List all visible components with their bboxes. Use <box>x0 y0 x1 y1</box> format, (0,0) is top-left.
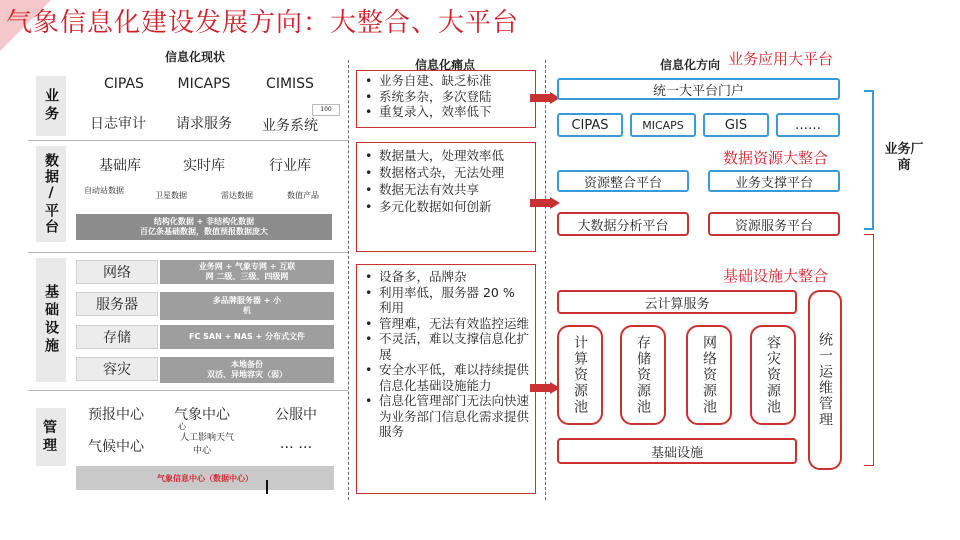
arrow-right-icon <box>530 92 560 104</box>
status-cell: 日志审计 <box>90 116 146 132</box>
status-cell: … … <box>279 436 313 452</box>
arrow-right-icon <box>530 197 560 209</box>
infra-desc: FC SAN + NAS + 分布式文件 <box>160 325 334 349</box>
status-cell: 卫星数据 <box>155 191 187 200</box>
column-header-status: 信息化现状 <box>164 50 225 64</box>
ops-management-box: 统一运维管理 <box>808 290 842 470</box>
data-platform-box: 资源整合平台 <box>557 170 689 192</box>
status-cell: 自动站数据 <box>84 186 124 195</box>
resource-pool-box: 容灾资源池 <box>750 325 796 425</box>
status-badge: 100 <box>312 104 340 116</box>
app-box: GIS <box>703 113 769 137</box>
pain-item: • 重复录入，效率低下 <box>365 104 529 120</box>
infra-desc: 业务网 + 气象专网 + 互联 网 二级、三级、四级网 <box>160 260 334 284</box>
infra-item-network: 网络 <box>76 260 158 284</box>
infra-desc: 本地备份 双活、异地容灾（弱） <box>160 357 334 383</box>
page-title: 气象信息化建设发展方向：大整合、大平台 <box>6 8 520 38</box>
status-cell: CIPAS <box>104 76 144 92</box>
resource-pool-box: 计算资源池 <box>557 325 603 425</box>
row-label-business: 业务 <box>36 76 66 136</box>
resource-pool-box: 网络资源池 <box>686 325 732 425</box>
info-center-bar: 气象信息中心（数据中心） <box>76 466 334 490</box>
row-divider <box>28 390 348 391</box>
pain-item: • 系统多杂，多次登陆 <box>365 89 529 105</box>
status-cell: 气象中心 <box>174 407 230 423</box>
status-cell: 业务系统 <box>262 118 318 134</box>
row-label-infra: 基础设施 <box>36 258 66 382</box>
infra-item-server: 服务器 <box>76 292 158 316</box>
status-cell: 公服中 <box>275 407 317 423</box>
pain-box-data <box>356 142 536 252</box>
status-cell: MICAPS <box>177 76 231 92</box>
app-box: …… <box>776 113 840 137</box>
infra-bracket <box>864 234 874 466</box>
pain-box-business <box>356 70 536 128</box>
pain-item: • 业务自建、缺乏标准 <box>365 73 529 89</box>
pain-box-infra <box>356 264 536 494</box>
pain-item: • 数据无法有效共享 <box>365 181 529 198</box>
data-structure-bar: 结构化数据 + 非结构化数据 百亿条基础数据，数值预报数据庞大 <box>76 214 332 240</box>
pain-item: • 不灵活，难以支撑信息化扩展 <box>365 331 529 362</box>
column-divider-1 <box>348 60 349 500</box>
resource-pool-box: 存储资源池 <box>620 325 666 425</box>
pain-item: • 多元化数据如何创新 <box>365 198 529 215</box>
row-divider <box>28 252 348 253</box>
section-title-infra: 基础设施大整合 <box>723 267 829 285</box>
app-box: CIPAS <box>557 113 623 137</box>
status-cell: 中心 <box>192 446 211 456</box>
pain-item: • 管理难，无法有效监控运维 <box>365 316 529 332</box>
cursor-marker <box>266 480 268 494</box>
status-cell: 雷达数据 <box>221 191 253 200</box>
status-cell: 心 <box>178 422 186 431</box>
pain-item: • 信息化管理部门无法向快速为业务部门信息化需求提供服务 <box>365 393 529 440</box>
status-cell: CIMISS <box>266 76 314 92</box>
column-header-pain: 信息化痛点 <box>414 58 475 72</box>
vendor-bracket <box>864 90 874 230</box>
infra-item-disaster-recovery: 容灾 <box>76 357 158 381</box>
portal-box: 统一大平台门户 <box>557 78 840 100</box>
data-platform-box: 资源服务平台 <box>708 212 840 236</box>
row-label-data: 数据/平台 <box>36 146 66 242</box>
pain-item: • 数据量大，处理效率低 <box>365 147 529 164</box>
app-box: MICAPS <box>630 113 696 137</box>
data-platform-box: 大数据分析平台 <box>557 212 689 236</box>
status-cell: 人工影响天气 <box>179 433 234 443</box>
section-title-data: 数据资源大整合 <box>723 149 829 167</box>
vendor-label: 业务厂商 <box>884 142 924 173</box>
column-header-direction: 信息化方向 <box>659 58 720 72</box>
pain-item: • 设备多，品牌杂 <box>365 269 529 285</box>
arrow-right-icon <box>530 382 560 394</box>
row-label-mgmt: 管理 <box>36 408 66 466</box>
status-cell: 数值产品 <box>287 191 319 200</box>
status-cell: 请求服务 <box>176 116 232 132</box>
status-cell: 预报中心 <box>88 407 144 423</box>
cloud-service-box: 云计算服务 <box>557 290 797 314</box>
pain-item: • 数据格式杂，无法处理 <box>365 164 529 181</box>
data-platform-box: 业务支撑平台 <box>708 170 840 192</box>
pain-item: • 安全水平低，难以持续提供信息化基础设施能力 <box>365 362 529 393</box>
row-divider <box>28 140 348 141</box>
status-cell: 行业库 <box>269 158 311 174</box>
status-cell: 气候中心 <box>88 439 144 455</box>
pain-item: • 利用率低，服务器 20 % 利用 <box>365 285 529 316</box>
status-cell: 基础库 <box>99 158 141 174</box>
infra-desc: 多品牌服务器 + 小 机 <box>160 292 334 320</box>
infra-item-storage: 存储 <box>76 325 158 349</box>
column-divider-2 <box>545 60 546 500</box>
status-cell: 实时库 <box>183 158 225 174</box>
section-title-app: 业务应用大平台 <box>728 50 834 68</box>
infrastructure-box: 基础设施 <box>557 438 797 464</box>
